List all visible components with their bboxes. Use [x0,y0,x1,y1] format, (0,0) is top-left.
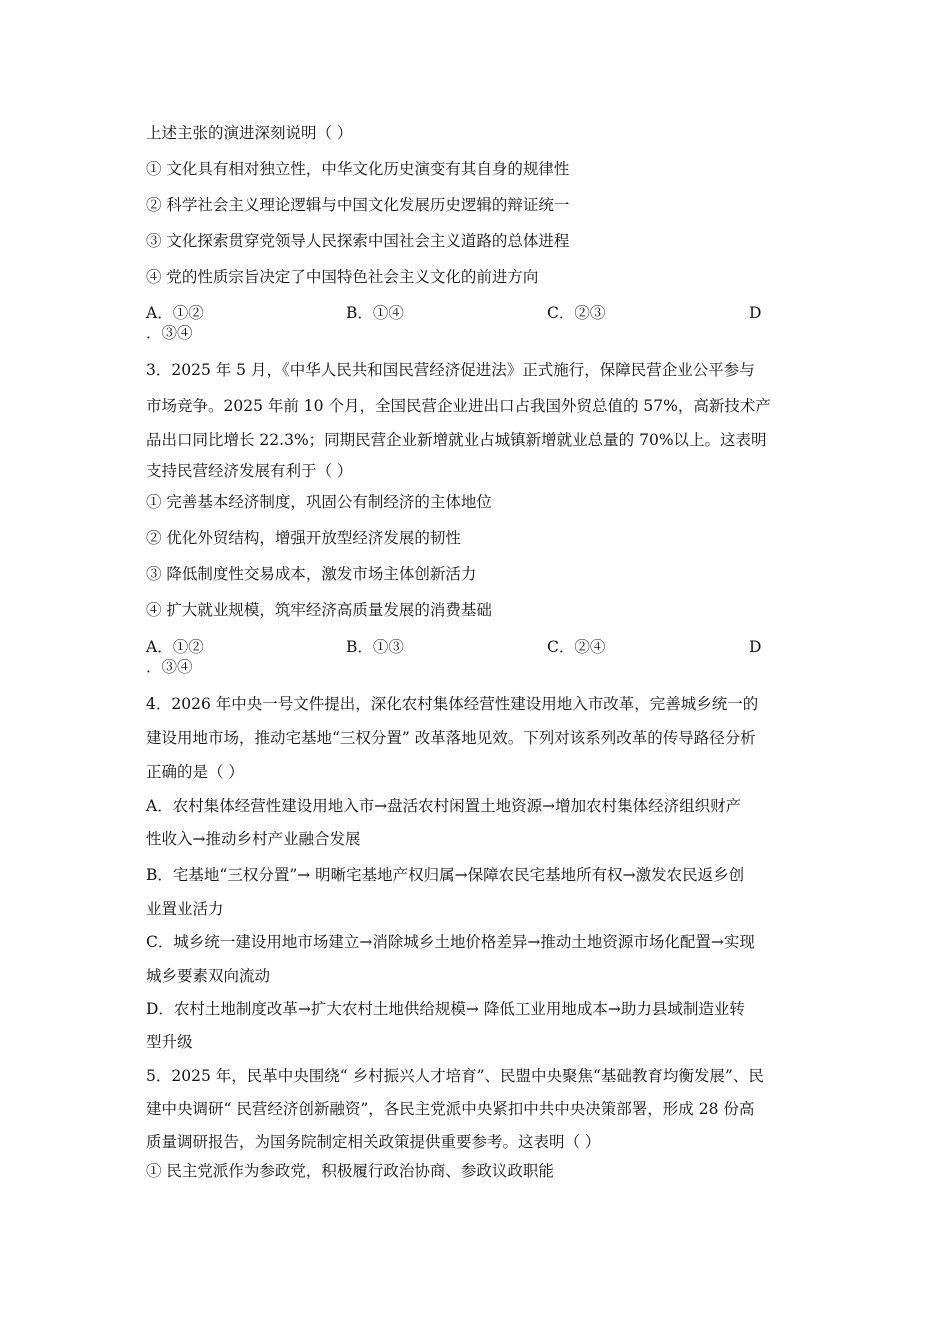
q3-choice-c: C．②④ [547,638,606,656]
q2-item-3: ③ 文化探索贯穿党领导人民探索中国社会主义道路的总体进程 [146,232,570,250]
q4-option-a-1: A．农村集体经营性建设用地入市→盘活农村闲置土地资源→增加农村集体经济组织财产 [146,797,742,815]
q2-choice-c: C．②③ [547,304,606,322]
q3-choice-b: B．①③ [346,638,404,656]
q5-line-2: 建中央调研“ 民营经济创新融资”，各民主党派中央紧扣中共中央决策部署，形成 28 份高 [146,1100,755,1118]
q4-option-c-2: 城乡要素双向流动 [146,967,271,985]
q4-line-2: 建设用地市场，推动宅基地“三权分置” 改革落地见效。下列对该系列改革的传导路径分析 [146,729,756,747]
q2-choice-b: B．①④ [346,304,404,322]
q3-choice-a: A．①② [146,638,204,656]
q4-option-b-2: 业置业活力 [146,900,224,918]
q2-item-1: ① 文化具有相对独立性，中华文化历史演变有其自身的规律性 [146,160,570,178]
q3-choice-d-wrap: ．③④ [146,658,193,676]
q2-item-4: ④ 党的性质宗旨决定了中国特色社会主义文化的前进方向 [146,268,539,286]
q3-item-4: ④ 扩大就业规模，筑牢经济高质量发展的消费基础 [146,601,492,619]
q2-stem: 上述主张的演进深刻说明（ ） [146,124,353,142]
q4-option-b-1: B．宅基地“三权分置”→ 明晰宅基地产权归属→保障农民宅基地所有权→激发农民返乡创 [146,866,745,884]
q3-line-2: 市场竞争。2025 年前 10 个月，全国民营企业进出口占我国外贸总值的 57%，高新技术产 [146,397,771,415]
q3-item-1: ① 完善基本经济制度，巩固公有制经济的主体地位 [146,493,492,511]
q2-choice-a: A．①② [146,304,204,322]
q2-item-2: ② 科学社会主义理论逻辑与中国文化发展历史逻辑的辩证统一 [146,196,570,214]
q3-item-2: ② 优化外贸结构，增强开放型经济发展的韧性 [146,529,461,547]
q5-line-3: 质量调研报告，为国务院制定相关政策提供重要参考。这表明（ ） [146,1133,601,1151]
q3-item-3: ③ 降低制度性交易成本，激发市场主体创新活力 [146,565,477,583]
q2-choice-d: D [749,304,762,322]
q2-choice-d-wrap: ．③④ [146,324,193,342]
q4-option-c-1: C．城乡统一建设用地市场建立→消除城乡土地价格差异→推动土地资源市场化配置→实现 [146,933,755,951]
q5-item-1: ① 民主党派作为参政党，积极履行政治协商、参政议政职能 [146,1162,554,1180]
q4-option-a-2: 性收入→推动乡村产业融合发展 [146,830,361,848]
q4-line-3: 正确的是（ ） [146,763,244,781]
q3-line-4: 支持民营经济发展有利于（ ） [146,462,353,480]
q3-choice-d: D [749,638,762,656]
q4-option-d-1: D．农村土地制度改革→扩大农村土地供给规模→ 降低工业用地成本→助力县域制造业转 [146,1000,745,1018]
q3-line-1: 3．2025 年 5 月，《中华人民共和国民营经济促进法》正式施行，保障民营企业公平参与 [146,361,755,379]
q4-line-1: 4．2026 年中央一号文件提出，深化农村集体经营性建设用地入市改革，完善城乡统一的 [146,695,759,713]
q4-option-d-2: 型升级 [146,1033,193,1051]
q5-line-1: 5．2025 年，民革中央围绕“ 乡村振兴人才培育”、民盟中央聚焦“基础教育均衡发展”、民 [146,1067,764,1085]
q3-line-3: 品出口同比增长 22.3%；同期民营企业新增就业占城镇新增就业总量的 70%以上。这表明 [146,431,767,449]
